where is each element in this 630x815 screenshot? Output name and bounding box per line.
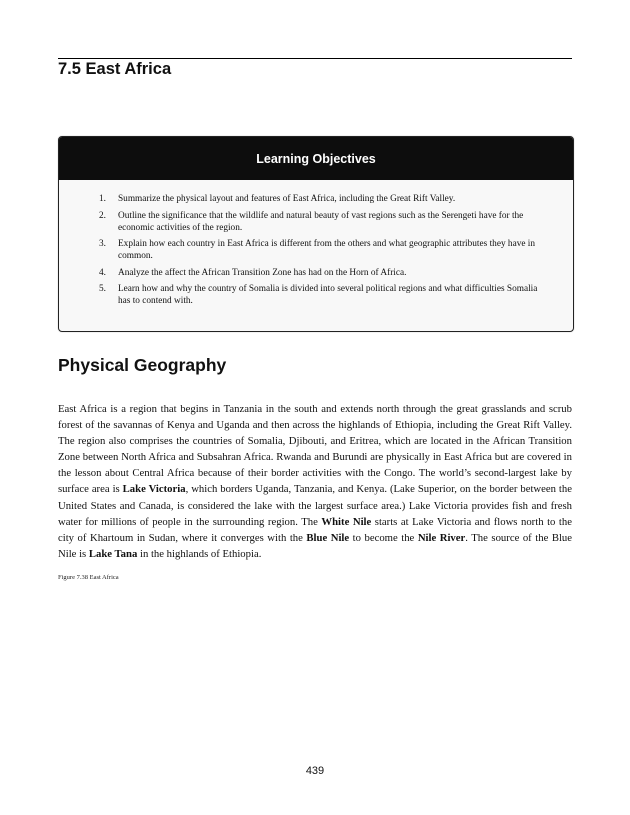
learning-objectives-list [59,180,573,307]
page-number: 439 [305,765,325,777]
learning-objectives-box [58,136,574,332]
section-title: 7.5 East Africa [58,60,172,78]
key-term-white-nile: White Nile [321,515,372,528]
top-rule [58,58,572,59]
objective-text: Explain how each country in East Africa is different from the others and what geographic attributes they have in common. [118,239,536,261]
body-paragraph [58,401,572,562]
paragraph-text: to become the [349,531,418,544]
objective-item [99,238,545,262]
objective-item [99,267,545,279]
objective-number: 3. [99,239,106,249]
objective-text: Learn how and why the country of Somalia is divided into several political regions and what difficulties Somalia has to contend with. [118,284,538,306]
objective-item [99,210,545,234]
physical-geography-heading: Physical Geography [58,355,227,375]
key-term-nile-river: Nile River [417,531,466,544]
objective-number: 5. [99,284,106,294]
key-term-lake-tana: Lake Tana [88,547,138,560]
paragraph-text: starts at Lake Victoria and flows north to the city of Khartoum in Sudan, where it converges with the [58,515,572,544]
paragraph-text: in the highlands of Ethiopia. [137,547,262,560]
paragraph-text: East Africa is a region that begins in Tanzania in the south and extends north through the great grasslands and scrub forest of the savannas of Kenya and Uganda and then across the highlands of Ethiopia, including the Great Rift Valley. The region also comprises the countries of Somalia, Djibouti, and Eritrea, which are located in the African Transition Zone between North Africa and Subsahran Africa. Rwanda and Burundi are physically in East Africa but are covered in the lesson about Central Africa because of their border activities with the Congo. The world’s second-largest lake by surface area is [58,403,572,496]
objective-text: Summarize the physical layout and features of East Africa, including the Great Rift Valley. [118,194,456,204]
paragraph-text: , which borders Uganda, Tanzania, and Kenya. (Lake Superior, on the border between the United States and Canada, is considered the lake with the largest surface area.) Lake Victoria provides fish and fresh water for millions of people in the surrounding region. The [58,483,572,528]
key-term-blue-nile: Blue Nile [306,531,350,544]
objective-number: 1. [99,194,106,204]
figure-caption: Figure 7.38 East Africa [58,574,119,581]
key-term-lake-victoria: Lake Victoria [122,483,186,496]
paragraph-text: . The source of the Blue Nile is [58,531,573,560]
objective-item [99,283,545,307]
objective-number: 2. [99,210,106,221]
objective-text: Analyze the affect the African Transition Zone has had on the Horn of Africa. [118,267,407,278]
objective-item [99,193,545,205]
objective-text: Outline the significance that the wildlife and natural beauty of vast regions such as the Serengeti have for the economic activities of the region. [118,210,524,233]
learning-objectives-header: Learning Objectives [59,137,573,180]
objective-number: 4. [99,267,106,278]
